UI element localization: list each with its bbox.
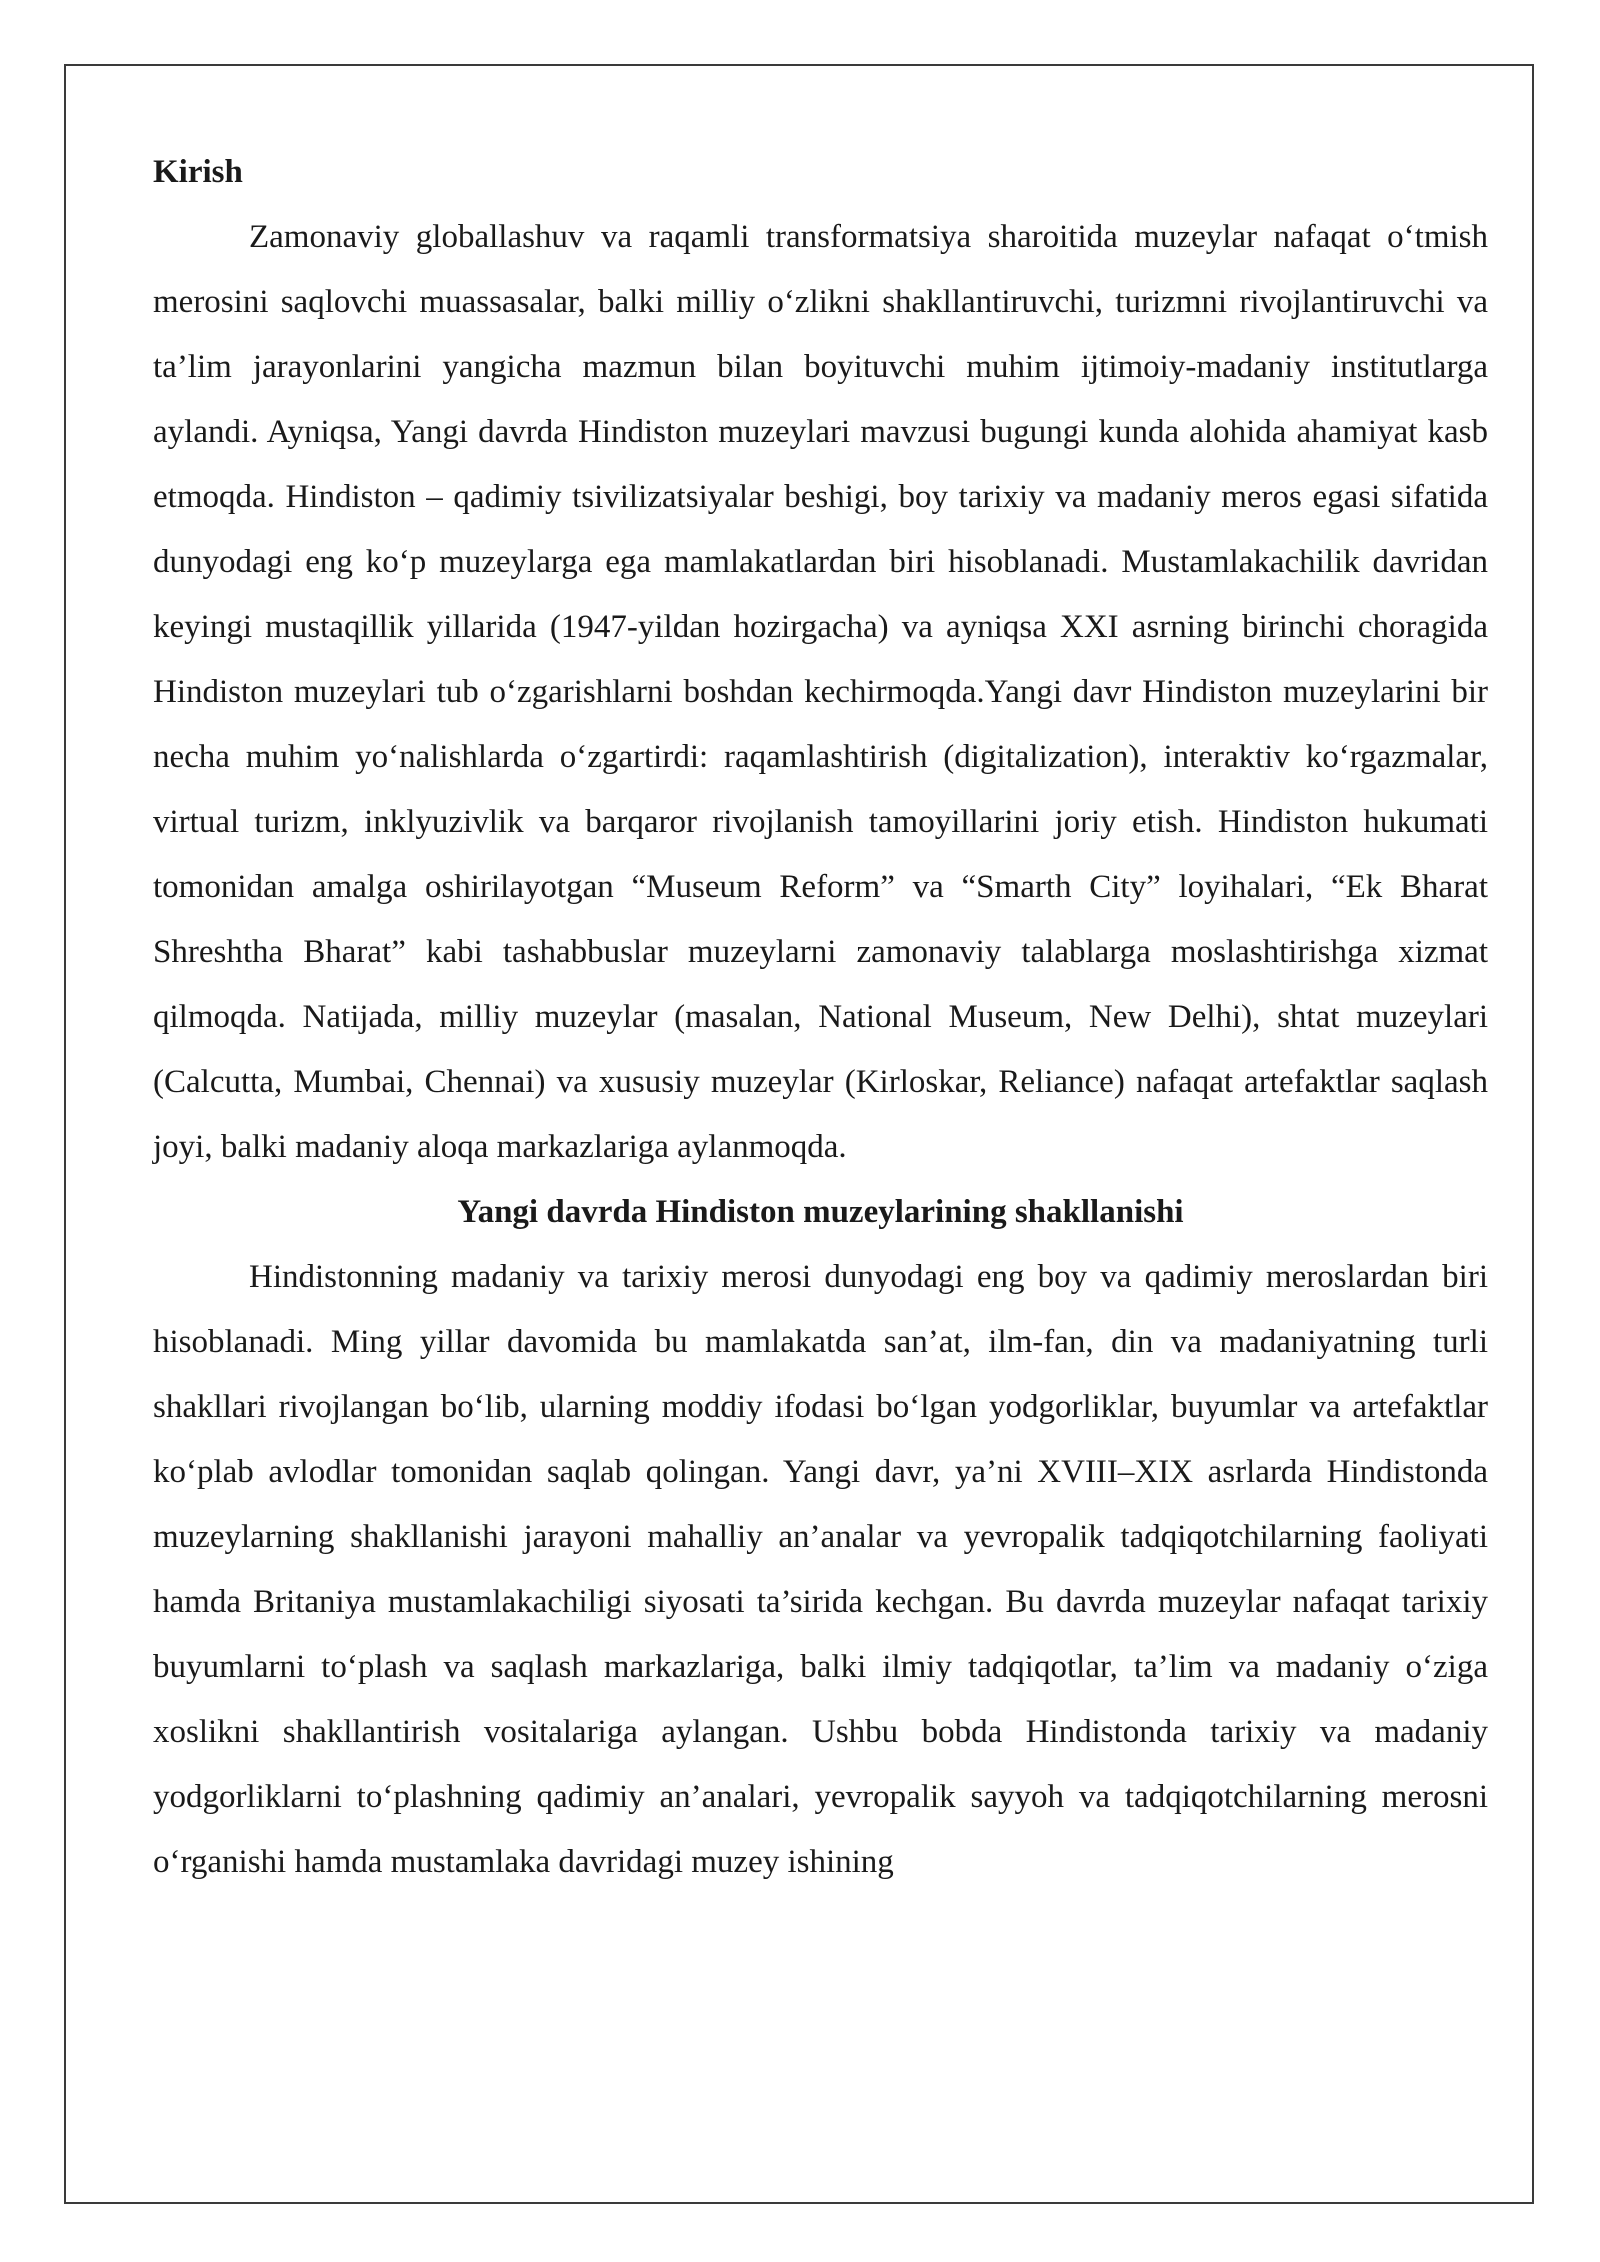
document-body — [153, 140, 1488, 1895]
intro-paragraph: Zamonaviy globallashuv va raqamli transformatsiya sharoitida muzeylar nafaqat o‘tmish merosini saqlovchi muassasalar, balki milliy o‘zlikni shakllantiruvchi, turizmni rivojlantiruvchi va ta’lim jarayonlarini yangicha mazmun bilan boyituvchi muhim ijtimoiy-madaniy institutlarga aylandi. Ayniqsa, Yangi davrda Hindiston muzeylari mavzusi bugungi kunda alohida ahamiyat kasb etmoqda. Hindiston – qadimiy tsivilizatsiyalar beshigi, boy tarixiy va madaniy meros egasi sifatida dunyodagi eng ko‘p muzeylarga ega mamlakatlardan biri hisoblanadi. Mustamlakachilik davridan keyingi mustaqillik yillarida (1947-yildan hozirgacha) va ayniqsa XXI asrning birinchi choragida Hindiston muzeylari tub o‘zgarishlarni boshdan kechirmoqda.Yangi davr Hindiston muzeylarini bir necha muhim yo‘nalishlarda o‘zgartirdi: raqamlashtirish (digitalization), interaktiv ko‘rgazmalar, virtual turizm, inklyuzivlik va barqaror rivojlanish tamoyillarini joriy etish. Hindiston hukumati tomonidan amalga oshirilayotgan “Museum Reform” va “Smarth City” loyihalari, “Ek Bharat Shreshtha Bharat” kabi tashabbuslar muzeylarni zamonaviy talablarga moslashtirishga xizmat qilmoqda. Natijada, milliy muzeylar (masalan, National Museum, New Delhi), shtat muzeylari (Calcutta, Mumbai, Chennai) va xususiy muzeylar (Kirloskar, Reliance) nafaqat artefaktlar saqlash joyi, balki madaniy aloqa markazlariga aylanmoqda. — [153, 219, 1488, 1165]
formation-paragraph: Hindistonning madaniy va tarixiy merosi dunyodagi eng boy va qadimiy meroslardan biri hisoblanadi. Ming yillar davomida bu mamlakatda san’at, ilm-fan, din va madaniyatning turli shakllari rivojlangan bo‘lib, ularning moddiy ifodasi bo‘lgan yodgorliklar, buyumlar va artefaktlar ko‘plab avlodlar tomonidan saqlab qolingan. Yangi davr, ya’ni XVIII–XIX asrlarda Hindistonda muzeylarning shakllanishi jarayoni mahalliy an’analar va yevropalik tadqiqotchilarning faoliyati hamda Britaniya mustamlakachiligi siyosati ta’sirida kechgan. Bu davrda muzeylar nafaqat tarixiy buyumlarni to‘plash va saqlash markazlariga, balki ilmiy tadqiqotlar, ta’lim va madaniy o‘ziga xoslikni shakllantirish vositalariga aylangan. Ushbu bobda Hindistonda tarixiy va madaniy yodgorliklarni to‘plashning qadimiy an’analari, yevropalik sayyoh va tadqiqotchilarning merosni o‘rganishi hamda mustamlaka davridagi muzey ishining — [153, 1259, 1488, 1880]
section-heading-formation: Yangi davrda Hindiston muzeylarining shakllanishi — [457, 1194, 1184, 1230]
section-heading-kirish: Kirish — [153, 154, 243, 190]
